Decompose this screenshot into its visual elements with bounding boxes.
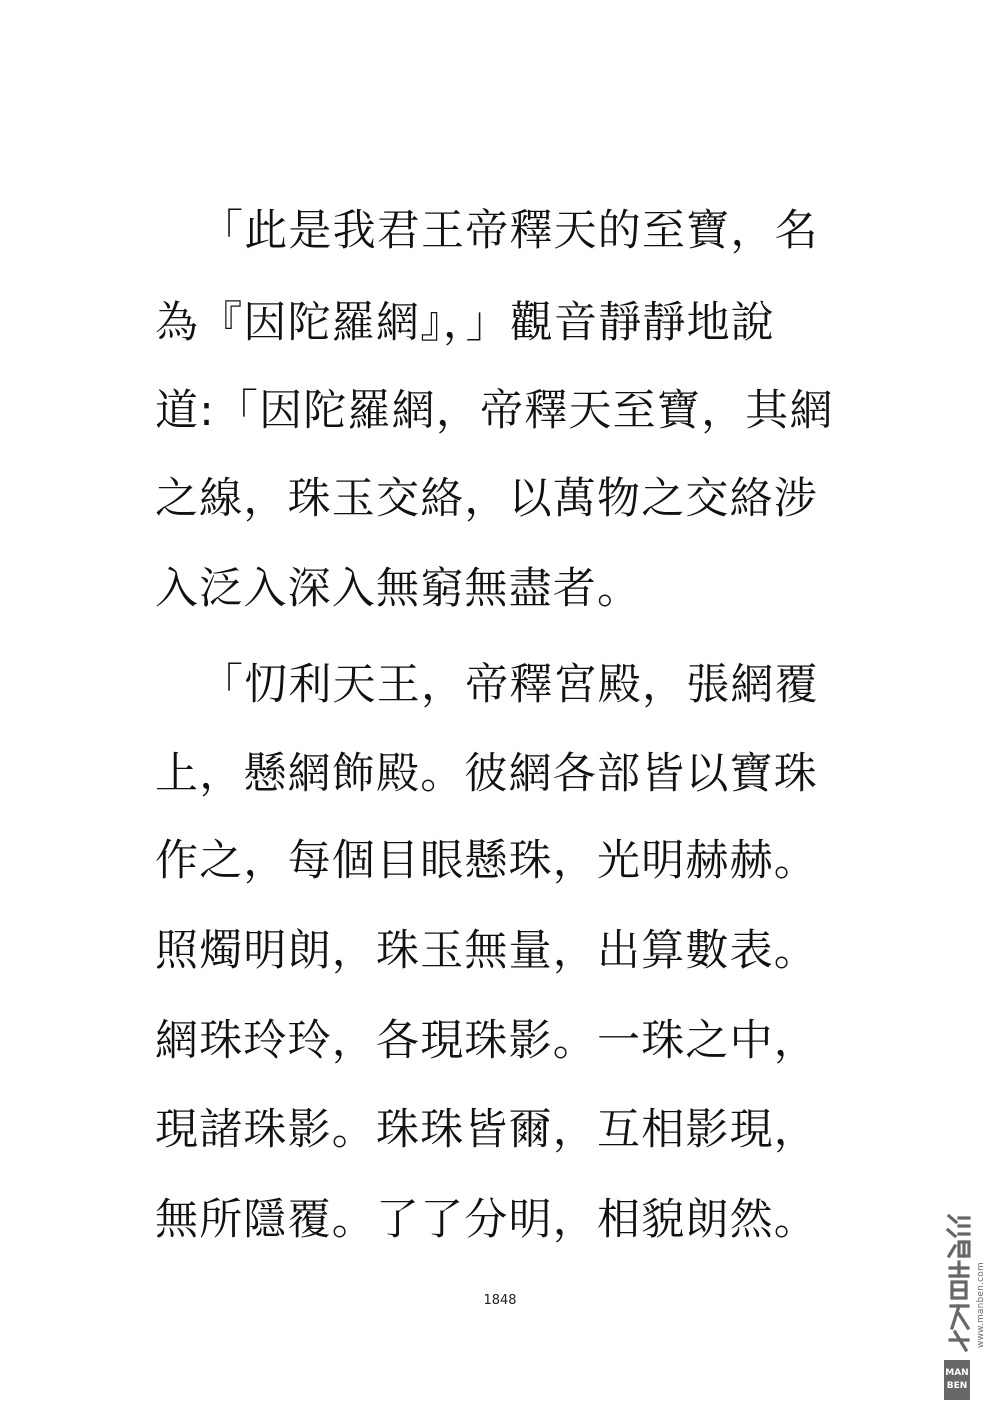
watermark-url-text: www.manben.com (976, 1262, 987, 1348)
watermark-logo-icon (944, 1210, 972, 1355)
paragraph-line: 現諸珠影。珠珠皆爾，互相影現， (155, 1105, 818, 1155)
site-watermark (944, 1210, 990, 1400)
watermark-logo-box (944, 1360, 970, 1400)
paragraph-line: 「忉利天王，帝釋宮殿，張網覆 (200, 660, 819, 710)
watermark-url (974, 1210, 988, 1400)
watermark-logo-text: BEN (946, 1381, 968, 1391)
paragraph-line: 入泛入深入無窮無盡者。 (155, 564, 642, 614)
paragraph-line: 作之，每個目眼懸珠，光明赫赫。 (155, 836, 818, 886)
paragraph-line: 之線，珠玉交絡，以萬物之交絡涉 (155, 474, 818, 524)
watermark-logo (944, 1210, 972, 1400)
paragraph-line: 上，懸網飾殿。彼網各部皆以寶珠 (155, 749, 818, 799)
watermark-logo-text: MAN (945, 1368, 969, 1378)
paragraph-line: 網珠玲玲，各現珠影。一珠之中， (155, 1016, 818, 1066)
page-number: 1848 (483, 1293, 517, 1308)
paragraph-line: 道:「因陀羅網，帝釋天至寶，其網 (155, 386, 834, 436)
paragraph-line: 照燭明朗，珠玉無量，出算數表。 (155, 926, 818, 976)
paragraph-line: 「此是我君王帝釋天的至寶，名 (200, 206, 819, 256)
paragraph-line: 無所隱覆。了了分明，相貌朗然。 (155, 1195, 818, 1245)
paragraph-line: 為『因陀羅網』，」觀音靜靜地說 (155, 298, 775, 348)
